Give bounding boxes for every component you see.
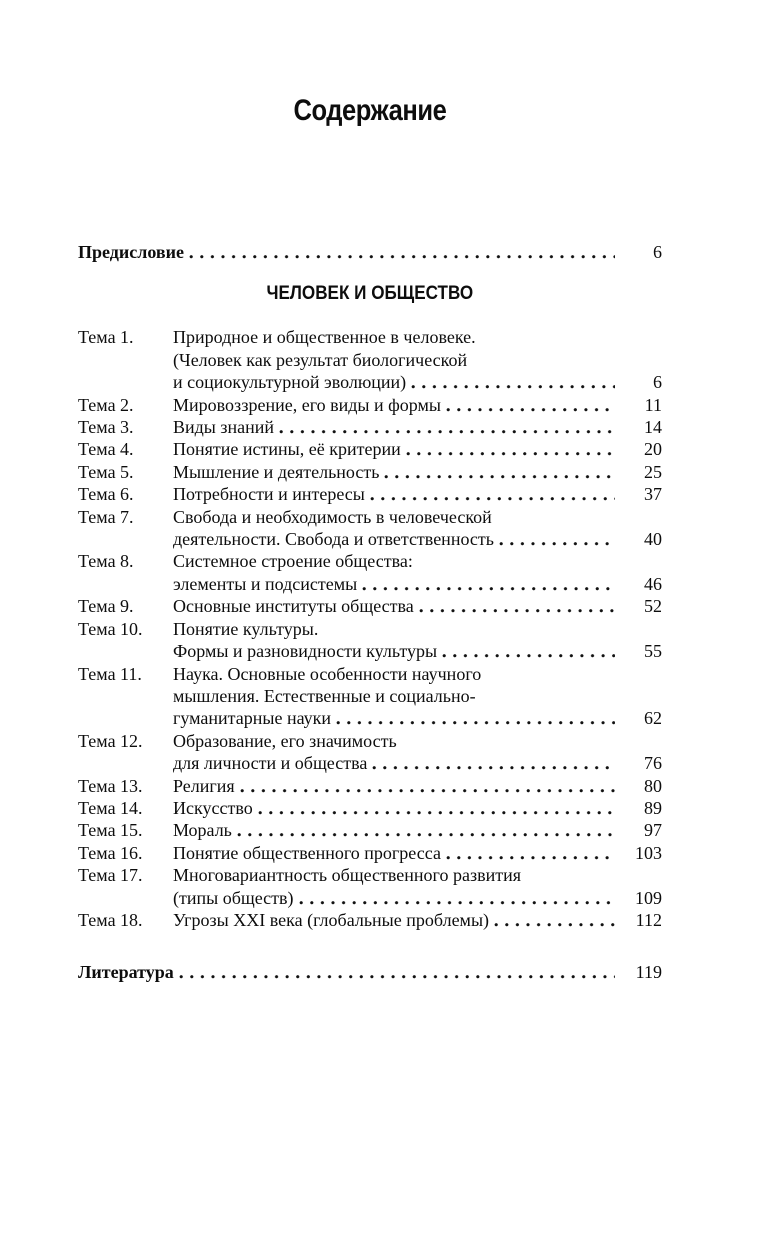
toc-entry-label: Тема 14.	[78, 797, 143, 818]
toc-entry-text: Наука. Основные особенности научного	[173, 663, 482, 684]
toc-entry-text: мышления. Естественные и социально-	[173, 685, 476, 706]
toc-entry-page-number: 97	[644, 820, 662, 841]
toc-entry-page-number: 40	[644, 529, 662, 550]
literature-page-number: 119	[635, 962, 662, 983]
toc-entry-text: Многовариантность общественного развития	[173, 865, 521, 886]
toc-entry-line	[173, 819, 662, 841]
toc-entry	[78, 618, 662, 663]
toc-entry-label: Тема 12.	[78, 730, 143, 751]
toc-entry-text: Религия	[173, 775, 235, 796]
toc-entry-text: и социокультурной эволюции)	[173, 372, 407, 393]
toc-entry	[78, 394, 662, 416]
preface-row	[78, 241, 662, 263]
dot-leader	[240, 775, 615, 797]
literature-label: Литература	[78, 962, 174, 983]
toc-entry-line	[173, 707, 662, 729]
toc-entry-label: Тема 18.	[78, 909, 143, 930]
toc-entry-line	[173, 887, 662, 909]
dot-leader	[442, 640, 615, 662]
toc-entry-label: Тема 13.	[78, 775, 143, 796]
toc-entry-label: Тема 7.	[78, 506, 134, 527]
toc-entry-line	[173, 461, 662, 483]
dot-leader	[372, 752, 615, 774]
dot-leader	[362, 573, 615, 595]
toc-entry-line	[173, 595, 662, 617]
toc-entry-label: Тема 17.	[78, 865, 143, 886]
toc-entry-page-number: 80	[644, 775, 662, 796]
toc-entry-line	[173, 618, 662, 640]
toc-entry-page-number: 6	[653, 372, 662, 393]
toc-entry-text: Искусство	[173, 797, 253, 818]
toc-entry-page-number: 20	[644, 439, 662, 460]
toc-entry	[78, 730, 662, 775]
toc-entry-line	[173, 685, 662, 707]
toc-entry	[78, 416, 662, 438]
toc-entry-text: Природное и общественное в человеке.	[173, 327, 476, 348]
dot-leader	[179, 961, 615, 983]
toc-entry-label: Тема 4.	[78, 439, 134, 460]
toc-entry-line	[173, 326, 662, 348]
toc-entry-line	[173, 730, 662, 752]
toc-entry-page-number: 46	[644, 573, 662, 594]
toc-entry	[78, 864, 662, 909]
toc-entry-line	[173, 394, 662, 416]
dot-leader	[411, 371, 615, 393]
toc-entry-page-number: 52	[644, 596, 662, 617]
toc-entry-line	[173, 349, 662, 371]
toc-entry-label: Тема 5.	[78, 461, 134, 482]
toc-entry-page-number: 25	[644, 461, 662, 482]
toc-entry-text: Формы и разновидности культуры	[173, 641, 438, 662]
toc-entry-label: Тема 8.	[78, 551, 134, 572]
toc-entry-text: деятельности. Свобода и ответственность	[173, 529, 494, 550]
toc-entry-page-number: 14	[644, 417, 662, 438]
toc-entry-line	[173, 483, 662, 505]
toc-entry-line	[173, 640, 662, 662]
dot-leader	[370, 483, 615, 505]
toc-entry-text: (типы обществ)	[173, 887, 294, 908]
dot-leader	[189, 241, 615, 263]
toc-entry	[78, 842, 662, 864]
dot-leader	[336, 707, 615, 729]
dot-leader	[446, 842, 615, 864]
dot-leader	[499, 528, 615, 550]
toc-entry-line	[173, 371, 662, 393]
toc-entry	[78, 506, 662, 551]
toc-entry	[78, 483, 662, 505]
toc-entry-text: Понятие культуры.	[173, 618, 319, 639]
toc-entry-text: для личности и общества	[173, 753, 368, 774]
dot-leader	[419, 595, 615, 617]
toc-entry-page-number: 11	[644, 394, 662, 415]
dot-leader	[494, 909, 615, 931]
toc-entry	[78, 461, 662, 483]
toc-entry-label: Тема 10.	[78, 618, 143, 639]
toc-entry	[78, 438, 662, 460]
toc-entry-text: гуманитарные науки	[173, 708, 332, 729]
toc-entries	[78, 326, 662, 931]
toc-entry-text: Угрозы XXI века (глобальные проблемы)	[173, 909, 490, 930]
toc-entry-line	[173, 797, 662, 819]
toc-entry-line	[173, 864, 662, 886]
dot-leader	[446, 394, 615, 416]
dot-leader	[384, 461, 615, 483]
toc-entry-label: Тема 6.	[78, 484, 134, 505]
toc-entry-text: Мышление и деятельность	[173, 461, 380, 482]
preface-page-number: 6	[653, 242, 662, 262]
toc-entry-line	[173, 663, 662, 685]
toc-entry-page-number: 89	[644, 797, 662, 818]
toc-entry	[78, 663, 662, 730]
toc-entry-text: Образование, его значимость	[173, 730, 397, 751]
toc-entry	[78, 775, 662, 797]
toc-entry-line	[173, 573, 662, 595]
literature-row	[78, 961, 662, 983]
section-heading	[78, 282, 662, 306]
toc-entry-label: Тема 16.	[78, 842, 143, 863]
toc-entry-text: Понятие общественного прогресса	[173, 842, 441, 863]
toc-entry-label: Тема 15.	[78, 820, 143, 841]
dot-leader	[299, 887, 615, 909]
toc-entry-page-number: 55	[644, 641, 662, 662]
toc-entry-text: Виды знаний	[173, 417, 275, 438]
toc-entry-page-number: 76	[644, 753, 662, 774]
toc-entry-text: Потребности и интересы	[173, 484, 365, 505]
dot-leader	[237, 819, 615, 841]
toc-entry-line	[173, 550, 662, 572]
toc-entry	[78, 595, 662, 617]
toc-entry-text: Понятие истины, её критерии	[173, 439, 401, 460]
toc-entry	[78, 909, 662, 931]
toc-entry-text: (Человек как результат биологической	[173, 349, 468, 370]
section-heading-text: ЧЕЛОВЕК И ОБЩЕСТВО	[266, 283, 474, 305]
toc-entry-line	[173, 506, 662, 528]
toc-entry-line	[173, 842, 662, 864]
toc-entry-line	[173, 528, 662, 550]
toc-entry-label: Тема 1.	[78, 327, 134, 348]
page-title-text: Содержание	[293, 94, 447, 127]
toc-entry	[78, 326, 662, 393]
toc-entry-label: Тема 9.	[78, 596, 134, 617]
page-title	[78, 93, 662, 129]
toc-entry-line	[173, 438, 662, 460]
toc-entry	[78, 550, 662, 595]
toc-entry-page-number: 62	[644, 708, 662, 729]
toc-entry-line	[173, 909, 662, 931]
dot-leader	[406, 438, 615, 460]
toc-entry	[78, 819, 662, 841]
toc-entry-line	[173, 416, 662, 438]
toc-entry-page-number: 103	[635, 842, 662, 863]
toc-entry-label: Тема 2.	[78, 394, 134, 415]
toc-entry-page-number: 109	[635, 887, 662, 908]
toc-entry-label: Тема 3.	[78, 417, 134, 438]
toc-entry-line	[173, 775, 662, 797]
preface-label: Предисловие	[78, 242, 184, 262]
toc-entry-page-number: 37	[644, 484, 662, 505]
toc-entry-text: Мораль	[173, 820, 232, 841]
toc-entry-page-number: 112	[635, 909, 662, 930]
toc-entry-text: Свобода и необходимость в человеческой	[173, 506, 492, 527]
dot-leader	[258, 797, 615, 819]
toc-entry-line	[173, 752, 662, 774]
toc-entry-label: Тема 11.	[78, 663, 142, 684]
toc-entry-text: Системное строение общества:	[173, 551, 413, 572]
toc-entry	[78, 797, 662, 819]
toc-entry-text: Основные институты общества	[173, 596, 414, 617]
toc-entry-text: элементы и подсистемы	[173, 573, 358, 594]
dot-leader	[279, 416, 615, 438]
toc-entry-text: Мировоззрение, его виды и формы	[173, 394, 442, 415]
